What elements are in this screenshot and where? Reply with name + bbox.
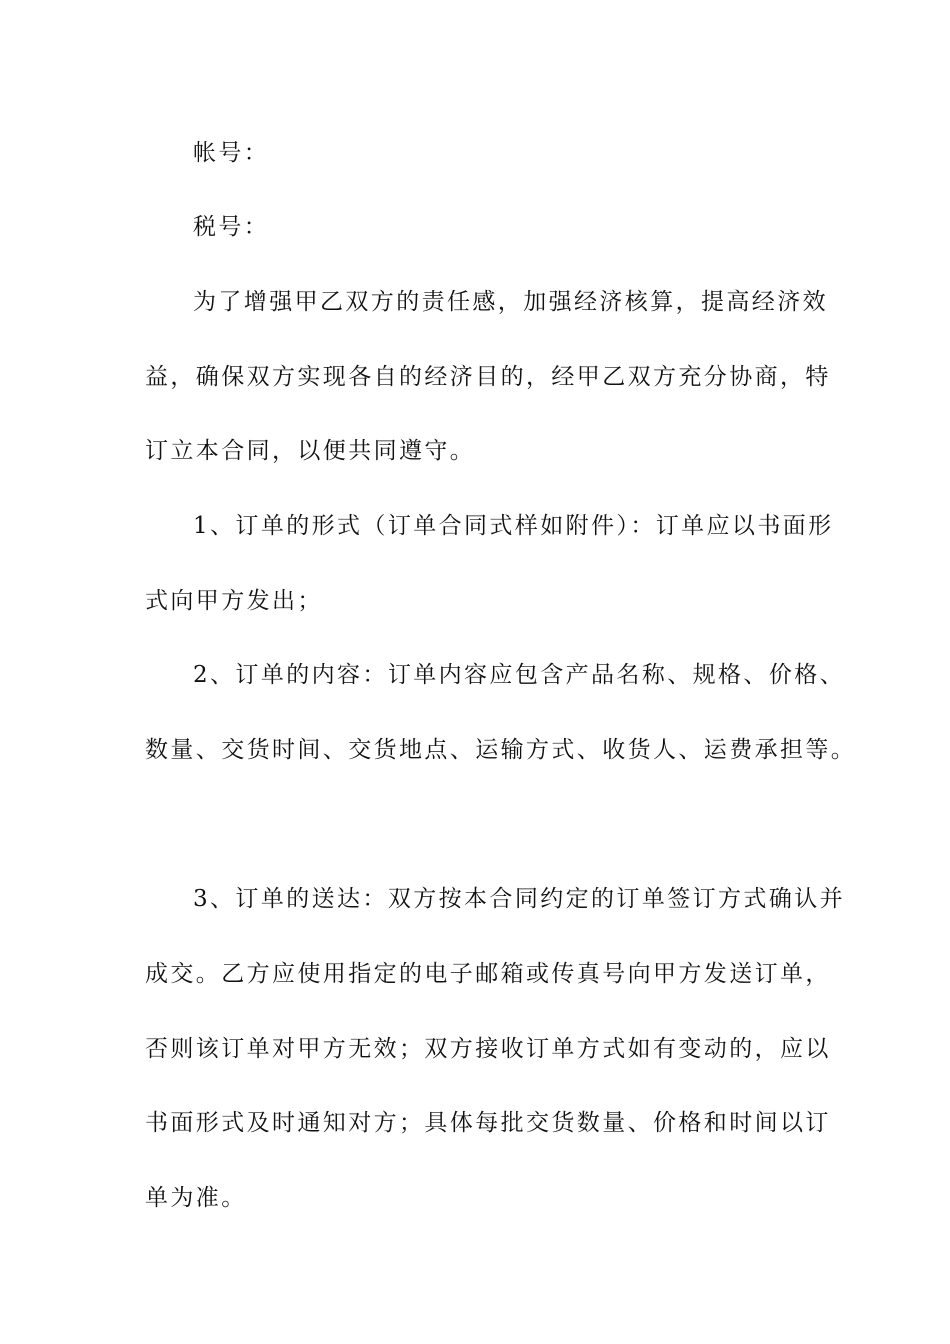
account-line: 帐号： — [193, 140, 270, 166]
clause-3-line-2: 成交。乙方应使用指定的电子邮箱或传真号向甲方发送订单， — [145, 961, 831, 987]
clause-2-line-1: 2、订单的内容：订单内容应包含产品名称、规格、价格、 — [193, 662, 846, 688]
clause-3-line-1: 3、订单的送达：双方按本合同约定的订单签订方式确认并 — [193, 886, 846, 912]
clause-2-line-2: 数量、交货时间、交货地点、运输方式、收货人、运费承担等。 — [145, 737, 857, 763]
intro-line-2: 益，确保双方实现各自的经济目的，经甲乙双方充分协商，特 — [145, 364, 831, 390]
intro-line-3: 订立本合同，以便共同遵守。 — [145, 438, 476, 464]
tax-id-line: 税号： — [193, 214, 270, 240]
clause-3-line-3: 否则该订单对甲方无效；双方接收订单方式如有变动的，应以 — [145, 1036, 831, 1062]
clause-1-line-1: 1、订单的形式（订单合同式样如附件）：订单应以书面形 — [193, 513, 834, 539]
clause-3-line-5: 单为准。 — [145, 1185, 247, 1211]
clause-3-line-4: 书面形式及时通知对方；具体每批交货数量、价格和时间以订 — [145, 1110, 831, 1136]
clause-1-line-2: 式向甲方发出； — [145, 588, 323, 614]
intro-line-1: 为了增强甲乙双方的责任感，加强经济核算，提高经济效 — [193, 289, 828, 315]
